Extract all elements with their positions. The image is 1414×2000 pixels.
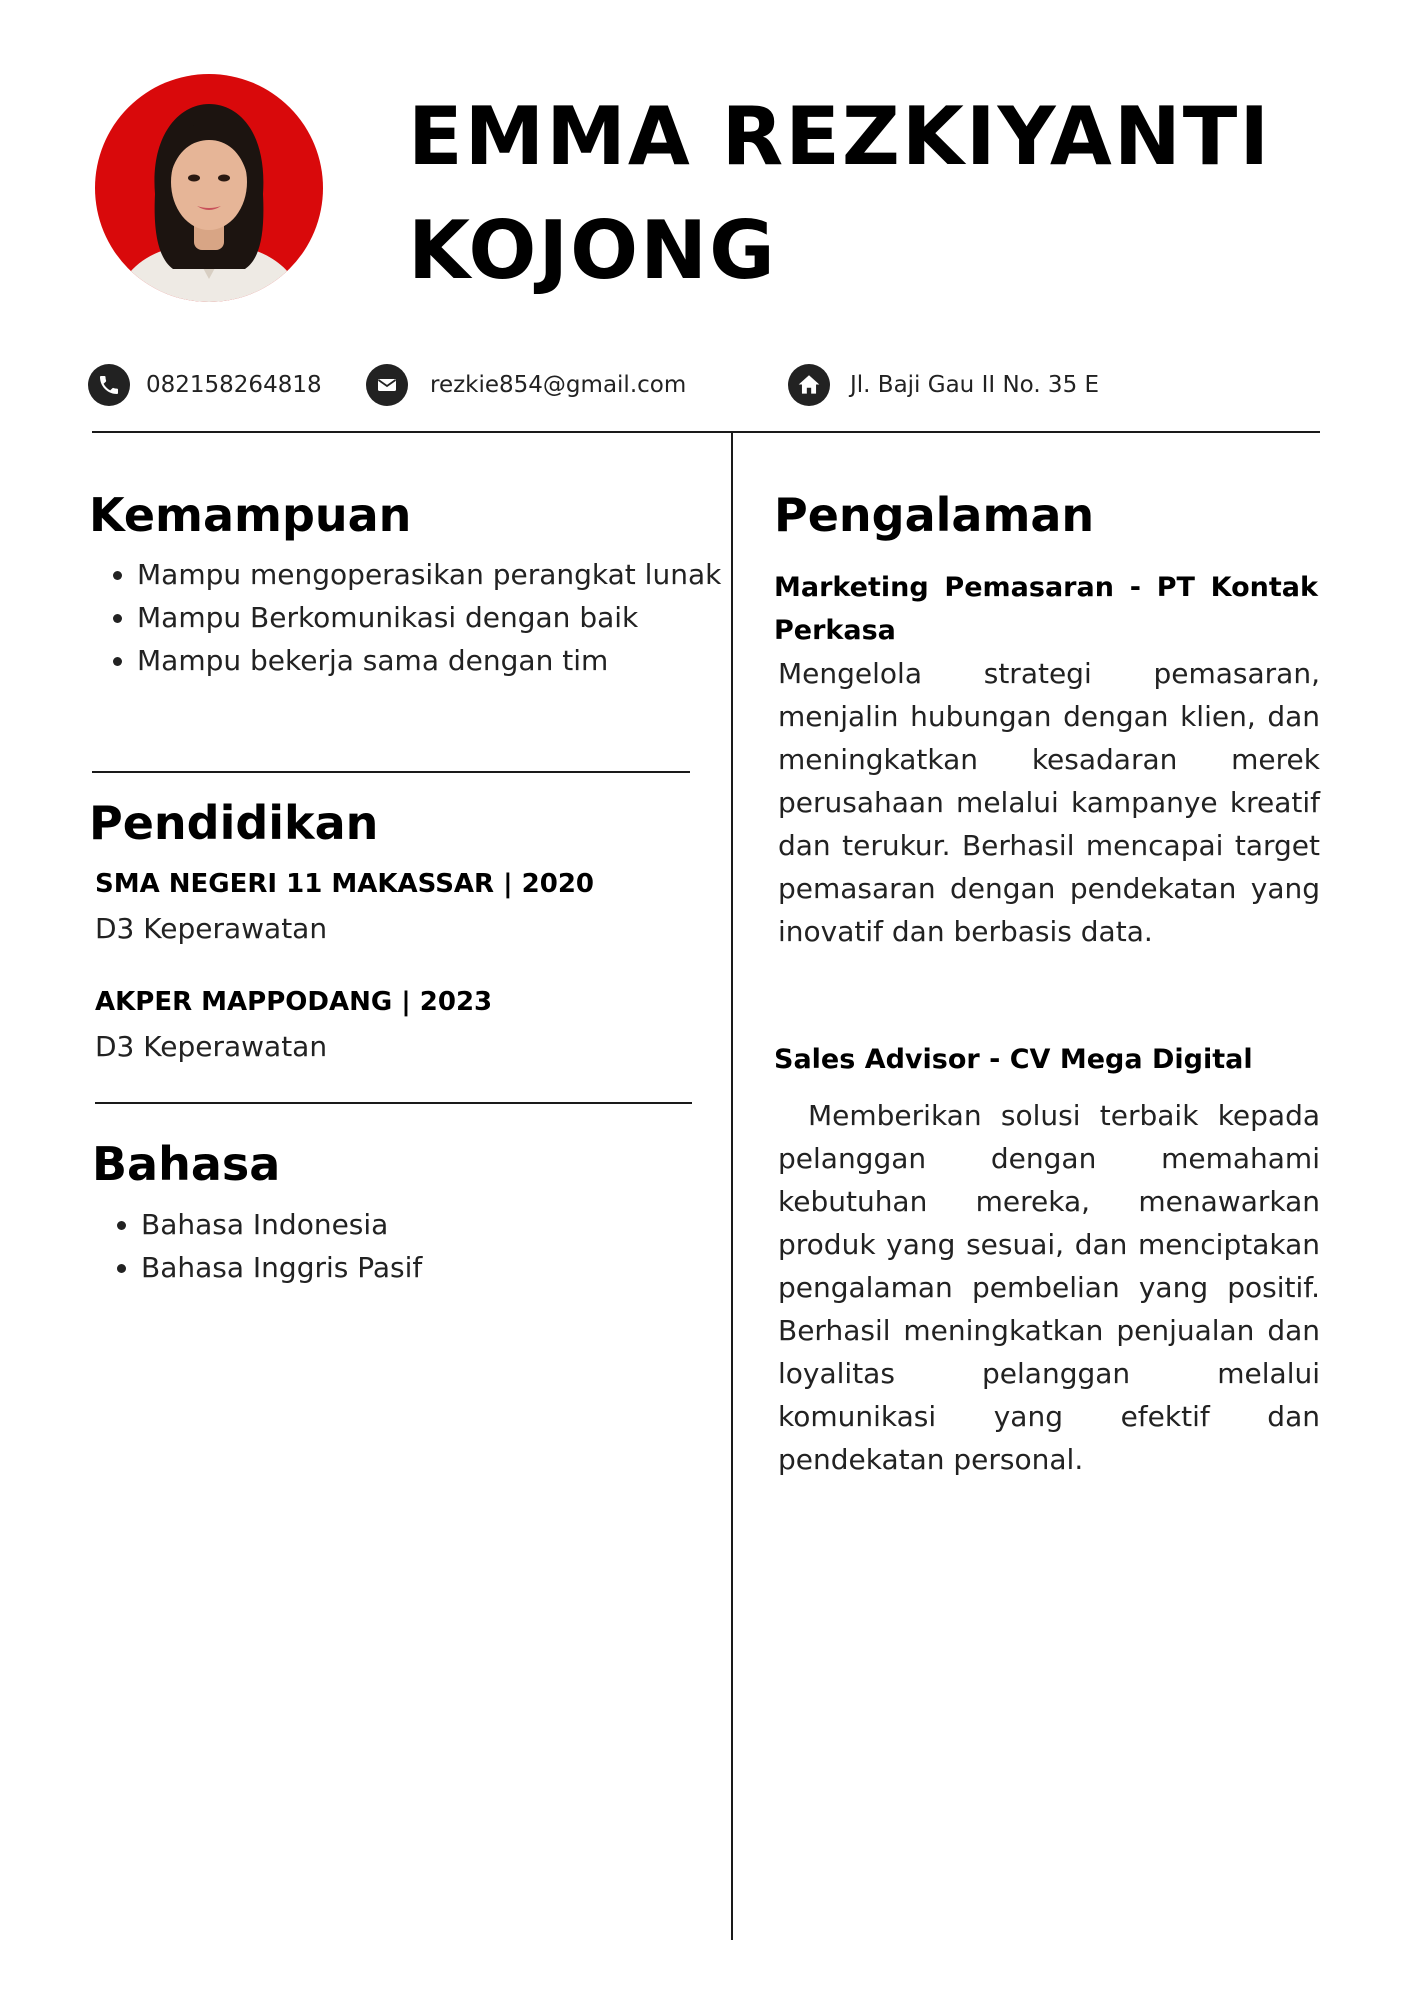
experience-heading: Pengalaman [774,488,1095,542]
education-program-1: D3 Keperawatan [95,912,328,945]
contact-email [366,364,686,406]
skill-item: • Mampu Berkomunikasi dengan baik [137,596,731,639]
skill-item: • Mampu bekerja sama dengan tim [137,639,731,682]
mail-icon [366,364,408,406]
languages-list [93,1203,735,1289]
column-divider [731,432,733,1940]
contact-address [788,364,1099,406]
education-program-2: D3 Keperawatan [95,1030,328,1063]
skill-item: • Mampu mengoperasikan perangkat lunak [137,553,731,596]
skills-list [89,553,731,682]
job-title-1: Marketing Pemasaran - PT Kontak Perkasa [774,572,1318,646]
phone-number: 082158264818 [146,372,322,398]
phone-icon [88,364,130,406]
language-item: • Bahasa Indonesia [141,1203,735,1246]
name-line-1: EMMA REZKIYANTI [408,90,1272,183]
job-title-2: Sales Advisor - CV Mega Digital [774,1044,1253,1075]
full-name [408,80,1348,308]
education-school-2: AKPER MAPPODANG | 2023 [95,987,493,1017]
education-divider [95,1102,692,1104]
name-line-2: KOJONG [408,204,777,297]
language-item: • Bahasa Inggris Pasif [141,1246,735,1289]
header-divider [92,431,1320,433]
email-address: rezkie854@gmail.com [430,372,687,398]
home-icon [788,364,830,406]
profile-photo [95,74,323,302]
skills-heading: Kemampuan [89,488,412,542]
education-heading: Pendidikan [89,796,379,850]
education-school-1: SMA NEGERI 11 MAKASSAR | 2020 [95,869,595,899]
job-description-1: Mengelola strategi pemasaran, menjalin hubungan dengan klien, dan meningkatkan kesadaran merek perusahaan melalui kampanye kreatif dan terukur. Berhasil mencapai target pemasaran dengan pendekatan yang inovatif dan berbasis data. [778,657,1320,948]
skills-divider [92,771,690,773]
address-text: Jl. Baji Gau II No. 35 E [850,372,1100,398]
job-description-2: Memberikan solusi terbaik kepada pelanggan dengan memahami kebutuhan mereka, menawarkan produk yang sesuai, dan menciptakan pengalaman pembelian yang positif. Berhasil meningkatkan penjualan dan loyalitas pelanggan melalui komunikasi yang efektif dan pendekatan personal. [778,1099,1320,1476]
languages-heading: Bahasa [92,1137,281,1191]
contact-phone [88,364,322,406]
